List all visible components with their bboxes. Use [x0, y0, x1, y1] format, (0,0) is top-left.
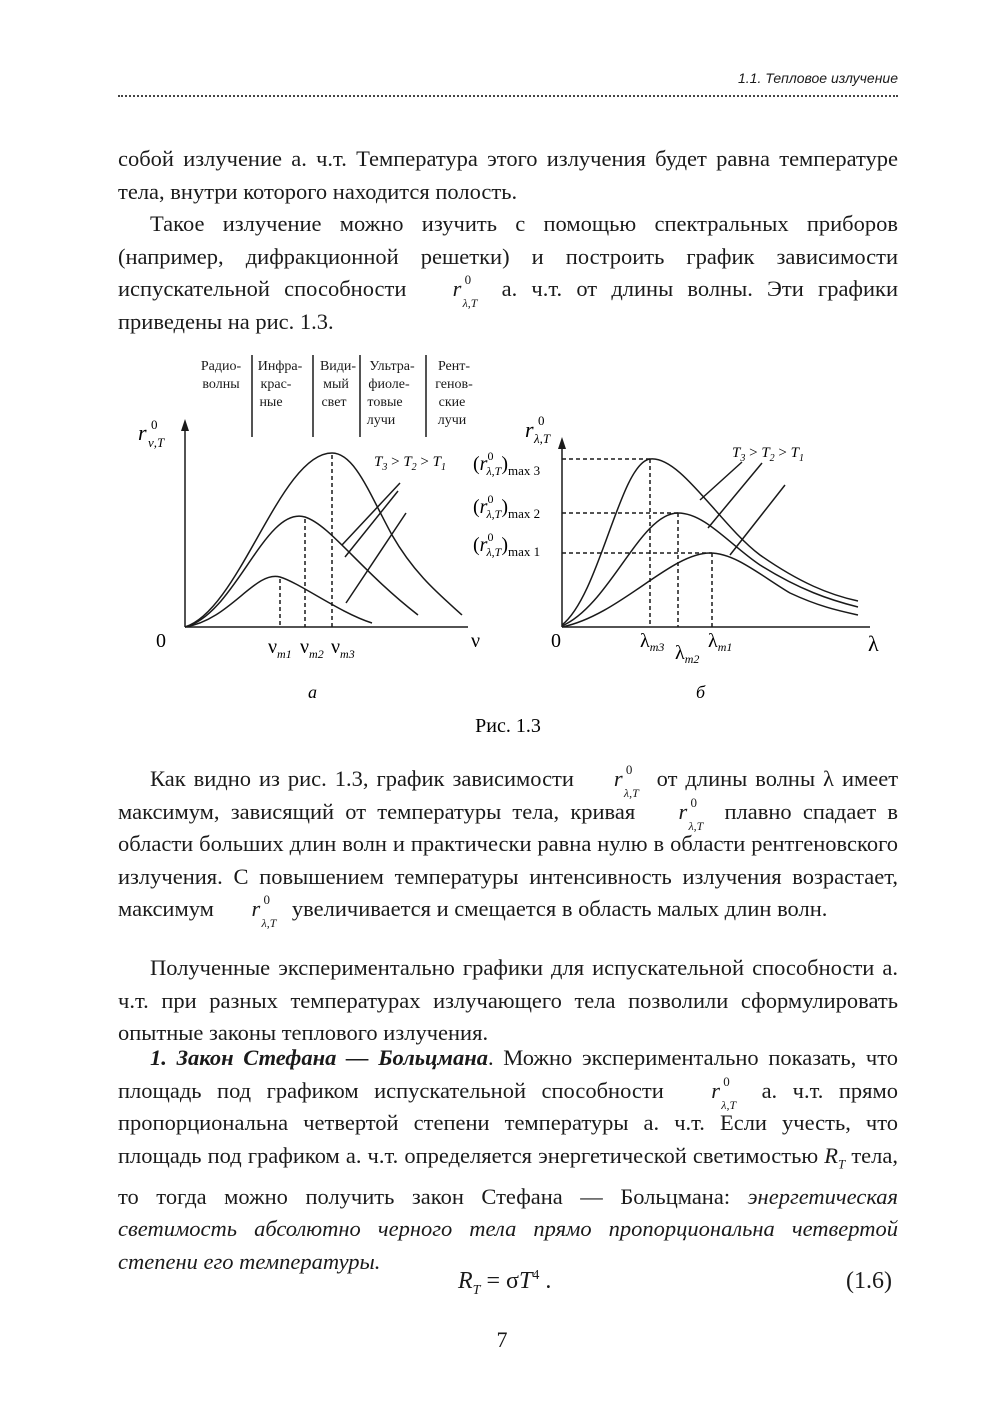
graph-b-x-label: λ — [868, 631, 879, 656]
graph-b-y-sub: λ,T — [534, 431, 551, 446]
graph-a-x-label: ν — [471, 630, 481, 652]
band-vis-l3: свет — [321, 395, 347, 410]
figure-caption: Рис. 1.3 — [475, 715, 541, 737]
graph-b-max1: ($r^0$ $\lambda,T)_{max 1}$ — [473, 530, 541, 559]
graph-b-max2: ($r^0$ $\lambda,T)_{max 2}$ — [473, 492, 541, 521]
law-heading: 1. Закон Стефана — Больцмана — [150, 1045, 488, 1070]
graph-a-y-label: r — [138, 420, 147, 445]
paragraph-3 — [118, 762, 899, 930]
header-divider — [118, 95, 898, 97]
paragraph-2 — [118, 208, 898, 338]
band-uv-l4: лучи — [366, 413, 396, 428]
paragraph-2-before: Такое излучение можно изучить с помощью спектральных приборов (например, дифракционной решетки) и построить график зависимости испускательной способности — [118, 211, 898, 301]
graph-b-caption: б — [696, 682, 706, 702]
band-radio-l1: Радио- — [200, 359, 242, 374]
page-number: 7 — [496, 1327, 508, 1352]
paragraph-5 — [118, 1042, 898, 1278]
graph-b-tick-m3: $\lambda_{m3}$ — [640, 630, 665, 654]
graph-b-pointer-t2 — [708, 463, 762, 528]
graph-b-temperature-order: $T_3 > T_2 > T_1$ — [732, 445, 804, 464]
band-ir-l3: ные — [259, 395, 283, 410]
graph-b — [473, 413, 879, 702]
paragraph-3-part-2: от длины волны λ имеет максимум, зависящий от температуры тела, кривая — [118, 766, 899, 824]
graph-a-curve-t3 — [185, 453, 462, 627]
band-radio-l2: волны — [202, 377, 240, 392]
graph-a-origin: 0 — [156, 630, 166, 652]
graph-b-tick-m2: $\lambda_{m2}$ — [675, 642, 700, 666]
paragraph-5-part-1: . Можно экспериментально показать, что площадь под графиком испускательной способности — [118, 1045, 898, 1103]
band-ir-l2: крас- — [260, 377, 292, 392]
band-vis-l1: Види- — [319, 359, 357, 374]
luminosity-symbol: $R_T$ — [824, 1142, 846, 1171]
r-lambda-symbol: r 0 λ,T — [613, 762, 639, 800]
band-vis-l2: мый — [323, 377, 349, 392]
graph-a-y-arrow — [181, 419, 189, 431]
r-lambda-symbol: r 0 λ,T — [678, 794, 704, 833]
running-header: 1.1. Тепловое излучение — [738, 70, 898, 86]
band-uv-l1: Ультра- — [369, 359, 415, 374]
r-lambda-symbol: r 0 λ,T — [251, 892, 277, 930]
graph-b-curve-t1 — [562, 553, 858, 627]
law-statement: энергетическая светимость абсолютно черного тела прямо пропорциональна четвертой степени его температуры. — [118, 1183, 898, 1274]
equation-number: (1.6) — [846, 1268, 892, 1294]
band-xray-l2: генов- — [435, 377, 473, 392]
graph-a-tick-m1: $\nu_{m1}$ — [268, 636, 292, 661]
graph-a-tick-m2: $\nu_{m2}$ — [300, 636, 324, 661]
graph-b-curve-t3 — [562, 459, 858, 625]
graph-a-pointer-2 — [345, 491, 398, 557]
paragraph-3-part-1: Как видно из рис. 1.3, график зависимости — [150, 766, 574, 791]
graph-a-y-sub: ν,T — [148, 435, 165, 450]
paragraph-3-part-3: плавно спадает в области больших длин волн и практически равна нулю в области рентгеновского излучения. С повышением температуры интенсивность излучения возрастает, максимум — [118, 798, 899, 921]
band-xray-l3: ские — [438, 395, 466, 410]
band-ir-l1: Инфра- — [257, 359, 303, 374]
band-xray-l4: лучи — [437, 413, 467, 428]
graph-b-maxima-labels — [473, 449, 540, 559]
graph-a — [138, 417, 480, 702]
graph-a-max-dashes — [280, 455, 332, 627]
paragraph-4-text: Полученные экспериментально графики для испускательной способности а. ч.т. при разных температурах излучающего тела позволили сформулировать опытные законы теплового излучения. — [118, 955, 898, 1045]
graph-a-curve-t1 — [185, 576, 372, 627]
graph-b-y-label: r — [525, 417, 534, 442]
graph-a-temperature-order: $T_3 > T_2 > T_1$ — [374, 454, 446, 473]
paragraph-5-part-3: тела, то тогда можно получить закон Стефана — Больцмана: — [118, 1142, 898, 1209]
spectrum-bands — [201, 359, 473, 428]
graph-b-origin: 0 — [551, 630, 561, 652]
graph-b-max3: ($r^0$ $\lambda,T)_{max 3}$ — [473, 449, 541, 478]
graph-b-y-sup: 0 — [538, 413, 545, 428]
graph-a-tick-m3: $\nu_{m3}$ — [331, 636, 355, 661]
equation-1-6 — [118, 1268, 898, 1308]
paragraph-5-part-2: а. ч.т. прямо пропорциональна четвертой степени температуры а. ч.т. Если учесть, что площадь под графиком а. ч.т. определяется энергетической светимостью — [118, 1077, 899, 1168]
r-lambda-symbol: r 0 λ,T — [452, 272, 478, 310]
stefan-boltzmann-formula: $R_T = \sigma T^4$ . — [458, 1268, 552, 1298]
paragraph-1 — [118, 143, 898, 208]
paragraph-3-part-4: увеличивается и смещается в область малых длин волн. — [291, 896, 828, 921]
graph-a-y-sup: 0 — [151, 417, 158, 432]
paragraph-2-after: а. ч.т. от длины волны. Эти графики приведены на рис. 1.3. — [118, 276, 899, 334]
r-lambda-symbol: r 0 λ,T — [711, 1073, 737, 1112]
figure-1-3 — [0, 345, 1004, 745]
graph-b-y-arrow — [558, 437, 566, 449]
graph-b-tick-m1: $\lambda_{m1}$ — [708, 630, 733, 654]
paragraph-4 — [118, 952, 898, 1050]
graph-b-pointer-t1 — [730, 485, 785, 555]
band-xray-l1: Рент- — [437, 359, 471, 374]
band-uv-l3: товые — [367, 395, 403, 410]
graph-a-curve-t2 — [185, 516, 418, 627]
graph-a-caption: а — [308, 682, 317, 702]
band-uv-l2: фиоле- — [368, 377, 410, 392]
paragraph-1-text: собой излучение а. ч.т. Температура этого излучения будет равна температуре тела, внутри которого находится полость. — [118, 146, 898, 204]
